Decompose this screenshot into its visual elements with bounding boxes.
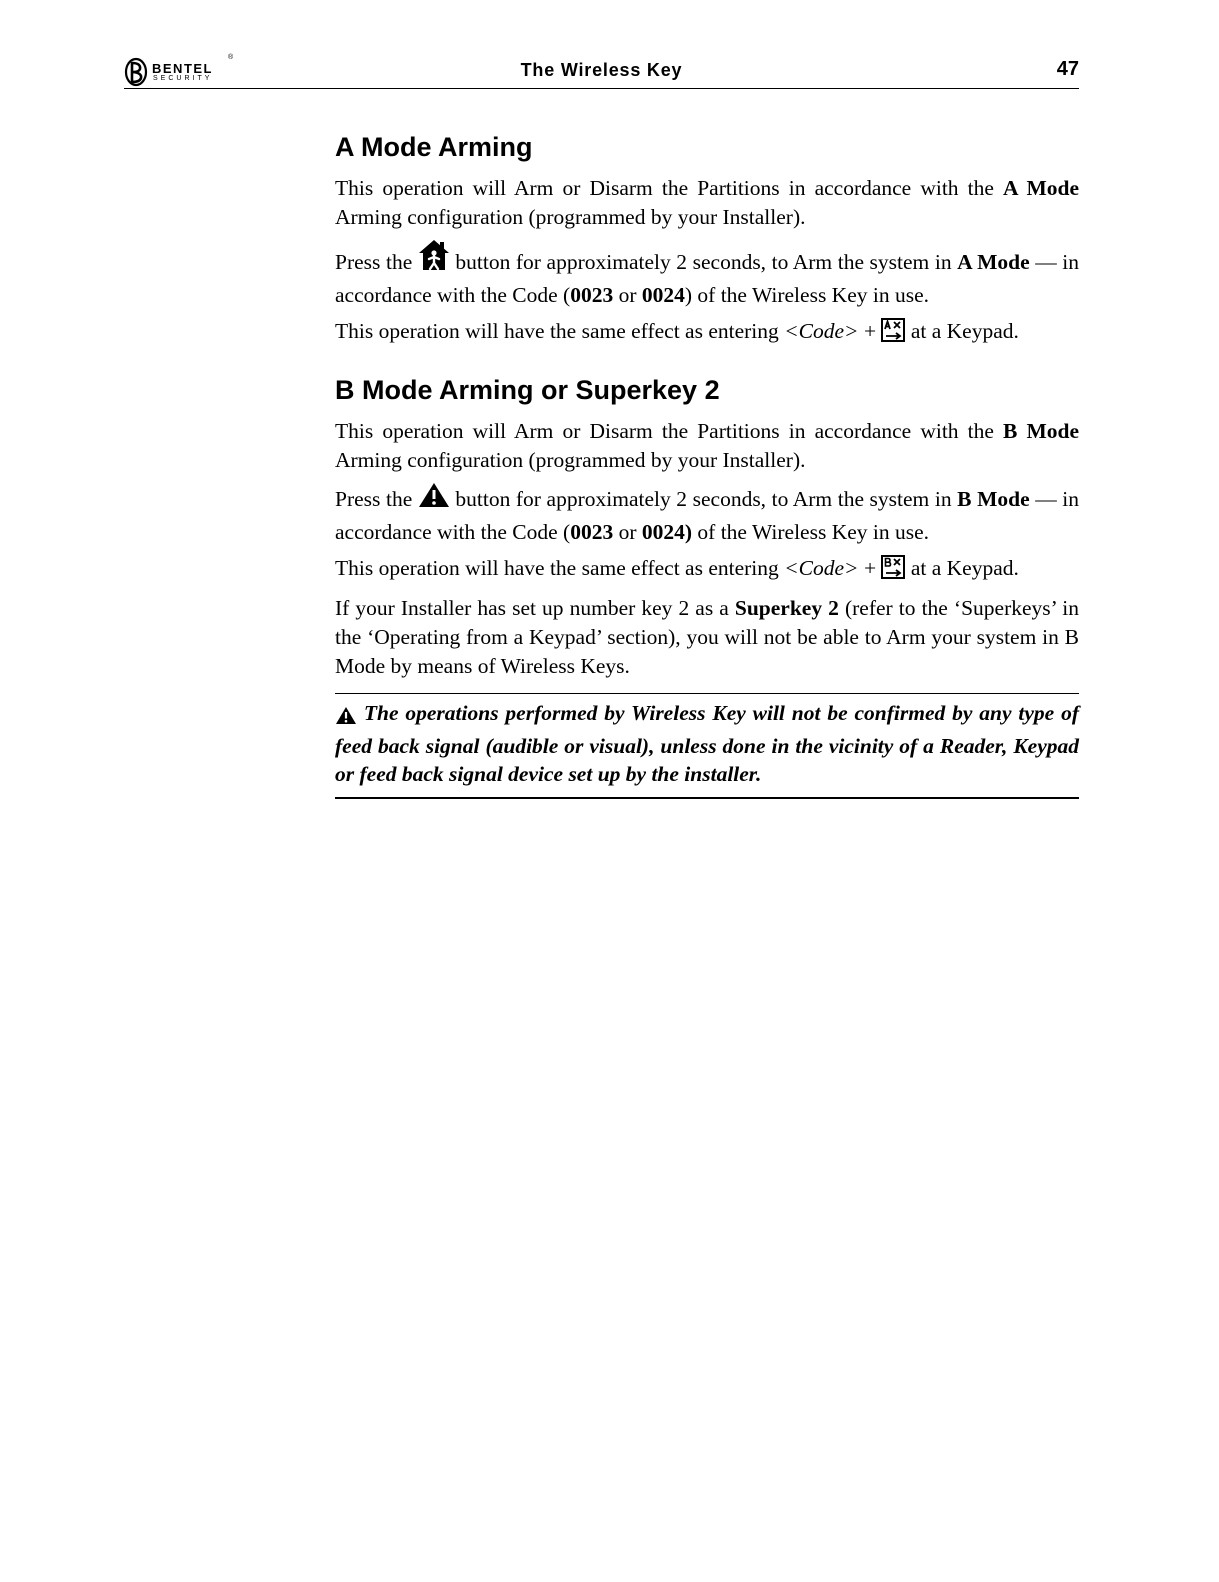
text-run: or [613,520,642,544]
warning-triangle-icon [418,482,450,518]
keypad-a-key-icon [881,318,905,350]
warning-note-text: The operations performed by Wireless Key will not be confirmed by any type of feed back signal (audible or visual), unless done in the vicinity of a Reader, Keypad or feed back signal device set up by the installer. [335,701,1080,786]
text-run: + [858,319,882,343]
text-run: Arming configuration (programmed by your Installer). [335,205,806,229]
text-run: This operation will have the same effect as entering [335,319,785,343]
section-a-paragraph-3 [335,317,1079,350]
section-a-heading: A Mode Arming [335,132,533,162]
text-run: Press the [335,487,418,511]
page-header [124,50,1079,89]
section-a-paragraph-2 [335,239,1079,310]
keypad-b-key-icon [881,555,905,587]
text-run: button for approximately 2 seconds, to Arm the system in [449,487,958,511]
warning-note [335,693,1079,799]
code-0023: 0023 [570,283,614,307]
section-b-paragraph-1 [335,417,1079,475]
house-person-icon [418,239,450,281]
text-run: of the Wireless Key in use. [692,520,930,544]
text-run: Press the [335,250,418,274]
code-0024: 0024 [641,283,685,307]
logo-text: BENTEL [152,61,213,76]
text-run: + [858,556,882,580]
running-title: The Wireless Key [520,60,683,80]
text-run: This operation will have the same effect as entering [335,556,785,580]
section-b-paragraph-3 [335,554,1079,587]
bold-run: A Mode [1003,176,1079,200]
text-run: button for approximately 2 seconds, to Arm the system in [449,250,958,274]
bold-run: B Mode [1003,419,1079,443]
page-number: 47 [1056,58,1079,80]
text-run: This operation will Arm or Disarm the Partitions in accordance with the [335,419,1004,443]
warning-icon [335,703,357,732]
text-run: If your Installer has set up number key 2 as a [335,596,735,620]
page-content [335,128,1079,799]
warning-note-paragraph [335,699,1079,789]
text-run: ) of the Wireless Key in use. [684,283,930,307]
section-b-paragraph-2 [335,482,1079,547]
bold-run: Superkey 2 [734,596,839,620]
code-placeholder: <Code> [784,319,859,343]
section-b-paragraph-4 [335,594,1079,681]
code-placeholder: <Code> [784,556,859,580]
bold-run: A Mode [957,250,1030,274]
code-0024: 0024) [641,520,693,544]
bold-run: B Mode [957,487,1030,511]
text-run: (refer to the ‘Superkeys’ in the ‘Operating from a Keypad’ section), you will not be able to Arm your system in B Mode by means of Wireless Keys. [335,596,1079,678]
text-run: — in accordance with the Code ( [335,250,1079,307]
text-run: or [613,283,642,307]
text-run: at a Keypad. [905,319,1019,343]
text-run: — in accordance with the Code ( [335,487,1079,544]
text-run: at a Keypad. [905,556,1019,580]
text-run: This operation will Arm or Disarm the Partitions in accordance with the [335,176,1004,200]
logo-subtext: SECURITY [153,75,213,82]
section-b-heading: B Mode Arming or Superkey 2 [335,375,720,405]
logo-registered-mark: ® [228,54,234,61]
code-0023: 0023 [570,520,614,544]
text-run: Arming configuration (programmed by your Installer). [335,448,806,472]
section-a-paragraph-1 [335,174,1079,232]
